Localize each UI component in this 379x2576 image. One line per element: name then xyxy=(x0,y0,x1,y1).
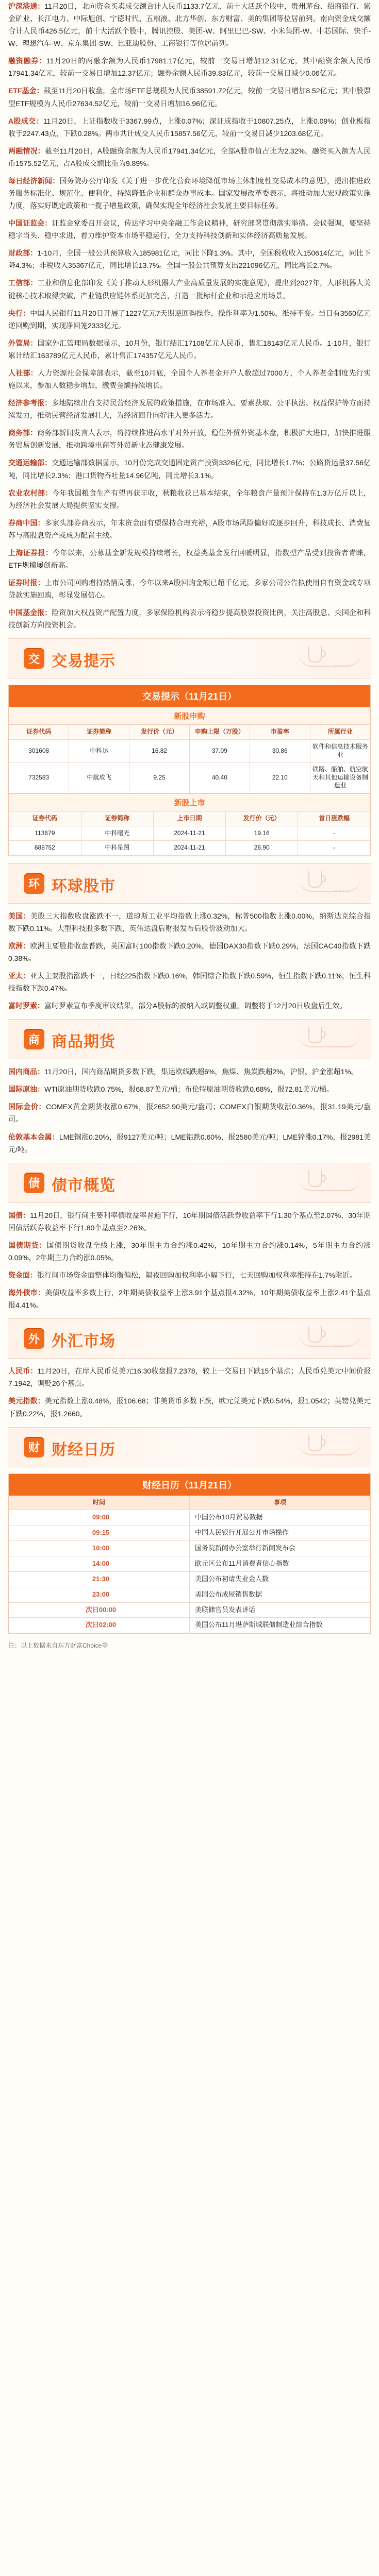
paragraph-text: 11月20日，上证指数收于3367.99点，上涨0.07%；深证成指收于10807.25点，上涨0.09%；创业板指收于2247.43点，下跌0.28%。两市共计成交人民币15857.56亿元，较前一交易日减少1203.68亿元。 xyxy=(8,116,371,138)
paragraph-label: 沪深港通： xyxy=(8,2,45,10)
paragraph-label: 富时罗素： xyxy=(8,1002,44,1010)
table-row xyxy=(9,1510,370,1526)
table-cell: 22.10 xyxy=(250,762,310,793)
data-table xyxy=(9,725,370,793)
new-shares-caption: 新股申购 xyxy=(9,707,370,725)
table-cell: 688752 xyxy=(9,841,81,856)
paragraph xyxy=(8,606,371,631)
table-cell: 次日02:00 xyxy=(9,1618,190,1633)
table-row xyxy=(9,1526,370,1541)
table-cell: 26.90 xyxy=(226,841,298,856)
paragraph xyxy=(8,1286,371,1311)
table-row xyxy=(9,1540,370,1556)
trade-table-caption: 交易提示（11月21日） xyxy=(9,685,370,707)
paragraph-text: 美股三大指数收盘涨跌不一，道琼斯工业平均指数上涨0.32%，标普500指数上涨0.00%，纳斯达克综合指数下跌0.11%。大型科技股多数下跌，英伟达盘后财报发布后股价波动加大。 xyxy=(8,911,371,933)
table-row xyxy=(9,1571,370,1587)
paragraph xyxy=(8,217,371,242)
paragraph-text: 国务院办公厅印发《关于进一步优化营商环境降低市场主体制度性交易成本的意见》，提出推进政务服务标准化、规范化、便利化，持续降低企业和群众办事成本。国家发展改革委表示，将推动加大宏观政策实施力度，落实好既定政策和一揽子增量政策，确保实现全年经济社会发展主要目标任务。 xyxy=(8,176,371,210)
paragraph-label: 两融情况： xyxy=(8,146,45,155)
table-cell: 国务院新闻办公室举行新闻发布会 xyxy=(190,1540,371,1556)
data-table xyxy=(9,1496,370,1634)
table-cell: 23:00 xyxy=(9,1587,190,1602)
table-row xyxy=(9,1602,370,1618)
paragraph-text: 多地陆续出台支持民营经济发展的政策措施，在市场准入、要素获取、公平执法、权益保护等方面持续发力，推动民营经济发展壮大，为经济回升向好注入更多活力。 xyxy=(8,399,371,420)
section-icon: 交 xyxy=(24,648,44,669)
paragraph xyxy=(8,1100,371,1125)
paragraph-text: WTI原油期货收跌0.75%，报68.87美元/桶；布伦特原油期货收跌0.68%，报72.81美元/桶。 xyxy=(44,1085,334,1094)
paragraph-text: 截至11月20日收盘，全市场ETF总规模为人民币38591.72亿元，较前一交易日增加8.52亿元；其中股票型ETF规模为人民币27634.52亿元，较前一交易日增加16.96亿元。 xyxy=(8,87,371,108)
table-header-cell: 申购上限（万股） xyxy=(189,725,250,739)
table-cell: 2024-11-21 xyxy=(153,826,225,841)
paragraph-label: 美国： xyxy=(8,911,30,920)
paragraph-text: 国家外汇管理局数据显示，10月份，银行结汇17108亿元人民币，售汇18143亿元人民币。1-10月，银行累计结汇163789亿元人民币，累计售汇174357亿元人民币。 xyxy=(8,338,371,360)
table-cell: - xyxy=(298,826,370,841)
table-cell: 301608 xyxy=(9,739,69,762)
table-cell: 30.86 xyxy=(250,739,310,762)
paragraph-text: 富时罗素宣布季度审议结果，部分A股标的被纳入或调整权重，调整将于12月20日收盘后生效。 xyxy=(44,1002,347,1010)
paragraph-text: 今年以来，公募基金新发规模持续增长，权益类基金发行回暖明显，指数型产品受到投资者青睐，ETF规模屡创新高。 xyxy=(8,548,371,569)
futures-section xyxy=(8,1019,371,1155)
section-header xyxy=(8,863,371,904)
calendar-table-wrap xyxy=(8,1473,371,1634)
paragraph-text: 美债收益率多数上行，2年期美债收益率上涨3.91个基点报4.32%，10年期美债收益率上涨2.41个基点报4.41%。 xyxy=(8,1289,371,1310)
global-section xyxy=(8,863,371,1012)
section-title: 环球股市 xyxy=(52,877,116,895)
paragraph-label: 央行： xyxy=(8,309,30,317)
dots-decoration: •••• xyxy=(334,1186,350,1194)
paragraph-label: 欧洲： xyxy=(8,941,30,950)
table-row xyxy=(9,826,370,841)
calendar-section xyxy=(8,1427,371,1634)
paragraph xyxy=(8,970,371,994)
section-icon: 外 xyxy=(24,1328,44,1349)
paragraph-text: 商务部新闻发言人表示，将持续推进高水平对外开放，稳住外贸外资基本盘，积极扩大进口，加快推进服务贸易创新发展，推动跨境电商等外贸新业态健康发展。 xyxy=(8,429,371,450)
paragraph xyxy=(8,1269,371,1281)
swash-decoration xyxy=(299,653,360,667)
table-cell: 中科曙光 xyxy=(81,826,153,841)
paragraph-label: 外管局： xyxy=(8,338,38,347)
paragraph xyxy=(8,367,371,392)
paragraph-text: 11月20日，北向资金买卖成交额合计人民币1133.7亿元，前十大活跃个股中，贵州茅台、招商银行、紫金矿业、长江电力、中际旭创、宁德时代、五粮液、北方华创、东方财富、美的集团等位居前列。南向资金成交额合计人民币426.5亿元，前十大活跃个股中，腾讯控股、美团-W、阿里巴巴-SW、小米集团-W、中芯国际、快手-W、理想汽车-W、京东集团-SW、比亚迪股份、工商银行等位居前列。 xyxy=(8,2,371,48)
paragraph xyxy=(8,487,371,512)
paragraph xyxy=(8,277,371,301)
paragraph xyxy=(8,517,371,541)
table-cell: 美国公布成屋销售数据 xyxy=(190,1587,371,1602)
paragraph-text: 11月20日，在岸人民币兑美元16:30收盘报7.2378，较上一交易日下跌15个基点；人民币兑美元中间价报7.1942，调贬26个基点。 xyxy=(8,1367,371,1388)
paragraph-label: 国际金价： xyxy=(8,1103,46,1111)
section-icon: 商 xyxy=(24,1029,44,1049)
paragraph-label: A股成交： xyxy=(8,116,43,125)
fx-section xyxy=(8,1318,371,1419)
section-header xyxy=(8,1163,371,1203)
table-header-cell: 证券简称 xyxy=(81,811,153,826)
swash-decoration xyxy=(299,878,360,892)
section-header xyxy=(8,1318,371,1359)
table-cell: 中国公布10月贸易数据 xyxy=(190,1510,371,1526)
calendar-table-caption: 财经日历（11月21日） xyxy=(9,1474,370,1496)
table-cell: 美联储官员发表讲话 xyxy=(190,1602,371,1618)
paragraph-label: 海外债市： xyxy=(8,1289,45,1297)
table-cell: 美国公布初请失业金人数 xyxy=(190,1571,371,1587)
table-header-cell: 发行价（元） xyxy=(226,811,298,826)
paragraph-text: 欧洲主要股指收盘普跌，英国富时100指数下跌0.20%，德国DAX30指数下跌0.29%，法国CAC40指数下跌0.38%。 xyxy=(8,941,371,962)
table-cell: 19.16 xyxy=(226,826,298,841)
paragraph xyxy=(8,55,371,79)
table-cell: 09:00 xyxy=(9,1510,190,1526)
paragraph xyxy=(8,115,371,140)
paragraph xyxy=(8,1365,371,1389)
paragraph-label: 国债： xyxy=(8,1211,30,1219)
paragraph xyxy=(8,307,371,332)
trade-table-wrap xyxy=(8,685,371,856)
swash-decoration xyxy=(299,1333,360,1347)
bonds-section xyxy=(8,1163,371,1312)
paragraph-label: 人社部： xyxy=(8,368,38,377)
paragraph-label: 伦敦基本金属： xyxy=(8,1132,59,1141)
table-header-cell: 所属行业 xyxy=(310,725,370,739)
paragraph-text: 多家头部券商表示，年末资金面有望保持合理充裕，A股市场风险偏好或逐步回升，科技成长、消费复苏与高股息资产或成为配置主线。 xyxy=(8,518,371,539)
paragraph xyxy=(8,1239,371,1264)
paragraph xyxy=(8,1209,371,1234)
table-cell: 10:00 xyxy=(9,1540,190,1556)
table-cell: 732583 xyxy=(9,762,69,793)
table-header-cell: 上市日期 xyxy=(153,811,225,826)
paragraph xyxy=(8,1083,371,1095)
paragraph-label: 融资融券： xyxy=(8,57,46,65)
table-row xyxy=(9,1618,370,1633)
paragraph-text: 证监会党委召开会议，传达学习中央金融工作会议精神，研究部署贯彻落实举措。会议强调，要坚持稳字当头、稳中求进，着力维护资本市场平稳运行，全力支持科技创新和实体经济高质量发展。 xyxy=(8,219,371,240)
swash-decoration xyxy=(299,1034,360,1047)
paragraph-text: 交通运输部数据显示，10月份完成交通固定资产投资3326亿元，同比增长1.7%；公路货运量37.56亿吨，同比增长2.3%；港口货物吞吐量14.96亿吨，同比增长3.1%。 xyxy=(8,459,371,480)
paragraph-text: 1-10月，全国一般公共预算收入185981亿元，同比下降1.3%。其中，全国税收收入150614亿元，同比下降4.3%；非税收入35367亿元，同比增长13.7%。全国一般公共预算支出221096亿元，同比增长2.7%。 xyxy=(8,249,371,270)
paragraph-label: 财政部： xyxy=(8,249,38,258)
table-row xyxy=(9,1556,370,1571)
table-row xyxy=(9,739,370,762)
paragraph-label: 商务部： xyxy=(8,429,38,437)
paragraph-label: 国际原油： xyxy=(8,1085,44,1094)
table-cell: 中科达 xyxy=(69,739,129,762)
paragraph-text: 11月20日，银行间主要利率债收益率普遍下行，10年期国债活跃券收益率下行1.30个基点至2.07%，30年期国债活跃券收益率下行1.80个基点至2.26%。 xyxy=(8,1211,371,1232)
paragraph-text: 美元指数上涨0.48%，报106.68；非美货币多数下跌，欧元兑美元下跌0.54%，报1.0542；英镑兑美元下跌0.22%，报1.2660。 xyxy=(8,1397,371,1418)
table-cell: 9.25 xyxy=(129,762,190,793)
dots-decoration: •••• xyxy=(334,1342,350,1350)
paragraph-label: 工信部： xyxy=(8,279,38,287)
paragraph xyxy=(8,145,371,170)
paragraph xyxy=(8,84,371,109)
paragraph-text: 今年我国粮食生产有望再获丰收，秋粮收获已基本结束，全年粮食产量预计保持在1.3万亿斤以上，为经济社会发展大局提供坚实支撑。 xyxy=(8,488,371,510)
table-cell: - xyxy=(298,841,370,856)
table-cell: 美国公布11月堪萨斯城联储制造业综合指数 xyxy=(190,1618,371,1633)
paragraph-label: 人民币： xyxy=(8,1367,38,1376)
section-icon: 债 xyxy=(24,1173,44,1193)
swash-decoration xyxy=(299,1442,360,1455)
paragraph xyxy=(8,1065,371,1078)
paragraph xyxy=(8,577,371,601)
paragraph xyxy=(8,940,371,964)
dots-decoration: •••• xyxy=(334,1450,350,1459)
paragraph-label: 每日经济新闻： xyxy=(8,176,60,185)
table-header-cell: 发行价（元） xyxy=(129,725,190,739)
section-title: 交易提示 xyxy=(52,653,116,670)
section-icon: 环 xyxy=(24,873,44,894)
table-cell: 09:15 xyxy=(9,1526,190,1541)
section-title: 财经日历 xyxy=(52,1441,116,1459)
table-cell: 中航成飞 xyxy=(69,762,129,793)
paragraph-label: 资金面： xyxy=(8,1271,37,1280)
paragraph-text: 亚太主要股指涨跌不一，日经225指数下跌0.16%，韩国综合指数下跌0.59%，恒生指数下跌0.11%，恒生科技指数下跌0.47%。 xyxy=(8,972,371,993)
paragraph xyxy=(8,999,371,1012)
content-block xyxy=(8,0,371,631)
paragraph-text: 11月20日，国内商品期货多数下跌，集运欧线跌超6%，焦煤、焦炭跌超2%，沪银、沪金涨超1%。 xyxy=(44,1067,358,1076)
section-title: 外汇市场 xyxy=(52,1333,116,1350)
paragraph-text: 工业和信息化部印发《关于推动人形机器人产业高质量发展的实施意见》，提出到2027年，人形机器人关键核心技术取得突破，产业链供应链体系更加完善，打造一批标杆企业和示范应用场景。 xyxy=(8,279,371,300)
paragraph xyxy=(8,456,371,481)
paragraph xyxy=(8,337,371,362)
paragraph-label: 上海证券报： xyxy=(8,548,53,557)
table-row xyxy=(9,1587,370,1602)
section-header xyxy=(8,638,371,679)
section-title: 债市概览 xyxy=(52,1177,116,1194)
table-cell: 欧元区公布11月消费者信心指数 xyxy=(190,1556,371,1571)
trade-section xyxy=(8,638,371,856)
table-cell: 中科星图 xyxy=(81,841,153,856)
paragraph xyxy=(8,1395,371,1419)
footer-source: 注：以上数据来自东方财富Choice等 xyxy=(8,1642,108,1650)
dots-decoration: •••• xyxy=(334,1043,350,1051)
paragraph-text: COMEX黄金期货收涨0.67%，报2652.90美元/盎司；COMEX白银期货收涨0.36%，报31.19美元/盎司。 xyxy=(8,1103,371,1124)
paragraph-label: 农业农村部： xyxy=(8,488,53,497)
table-header-cell: 首日涨跌幅 xyxy=(298,811,370,826)
paragraph xyxy=(8,247,371,272)
paragraph xyxy=(8,397,371,421)
paragraph-text: 11月20日的两融余额为人民币17981.17亿元，较前一交易日增加12.31亿元，其中融资余额人民币17941.34亿元，较前一交易日增加12.37亿元；融券余额人民币39.83亿元，较前一交易日减少0.06亿元。 xyxy=(8,57,371,78)
section-icon: 财 xyxy=(24,1437,44,1458)
table-cell: 113679 xyxy=(9,826,81,841)
section-title: 商品期货 xyxy=(52,1033,116,1051)
table-cell: 铁路、船舶、航空航天和其他运输设备制造业 xyxy=(310,762,370,793)
table-cell: 37.09 xyxy=(189,739,250,762)
section-header xyxy=(8,1427,371,1467)
paragraph-label: ETF基金： xyxy=(8,87,44,95)
paragraph-text: 银行间市场资金面整体均衡偏松，隔夜回购加权利率小幅下行，七天回购加权利率维持在1.7%附近。 xyxy=(37,1271,357,1280)
table-header-cell: 事项 xyxy=(190,1496,371,1510)
table-cell: 次日00:00 xyxy=(9,1602,190,1618)
table-header-cell: 证券代码 xyxy=(9,725,69,739)
paragraph xyxy=(8,910,371,935)
section-header xyxy=(8,1019,371,1059)
paragraph-label: 券商中国： xyxy=(8,518,45,527)
paragraph-label: 经济参考报： xyxy=(8,399,52,408)
data-table xyxy=(9,811,370,856)
paragraph-label: 中国证监会： xyxy=(8,219,52,228)
paragraph-text: 截至11月20日，A股融资余额为人民币17941.34亿元，全部A股市值占比为2.32%，融资买入额为人民币1575.52亿元，占A股成交额比重为9.89%。 xyxy=(8,146,371,167)
paragraph xyxy=(8,1131,371,1156)
paragraph-text: 中国人民银行11月20日开展了1227亿元7天期逆回购操作，操作利率为1.50%，维持不变。当日有3560亿元逆回购到期，实现净回笼2333亿元。 xyxy=(8,309,371,330)
dots-decoration: •••• xyxy=(334,887,350,895)
table-header-cell: 证券简称 xyxy=(69,725,129,739)
table-cell: 2024-11-21 xyxy=(153,841,225,856)
paragraph xyxy=(8,175,371,212)
table-row xyxy=(9,762,370,793)
listing-caption: 新股上市 xyxy=(9,793,370,811)
table-cell: 14:00 xyxy=(9,1556,190,1571)
paragraph-label: 证券时报： xyxy=(8,579,45,587)
table-header-cell: 证券代码 xyxy=(9,811,81,826)
table-cell: 软件和信息技术服务业 xyxy=(310,739,370,762)
paragraph-label: 美元指数： xyxy=(8,1397,45,1405)
swash-decoration xyxy=(299,1178,360,1191)
table-header-cell: 市盈率 xyxy=(250,725,310,739)
table-cell: 16.82 xyxy=(129,739,190,762)
paragraph-text: LME铜涨0.20%，报9127美元/吨；LME铝跌0.60%，报2580美元/吨；LME锌涨0.17%，报2981美元/吨。 xyxy=(8,1132,371,1154)
paragraph xyxy=(8,0,371,49)
paragraph-label: 交通运输部： xyxy=(8,459,52,467)
paragraph-text: 上市公司回购增持热情高涨，今年以来A股回购金额已超千亿元，多家公司公告拟使用自有资金或专项贷款实施回购，彰显发展信心。 xyxy=(8,579,371,600)
paragraph-text: 人力资源社会保障部表示，截至10月底，全国个人养老金开户人数超过7000万，个人养老金制度先行实施以来，参加人数稳步增加，缴费金额持续增长。 xyxy=(8,368,371,390)
paragraph-label: 国债期货： xyxy=(8,1241,47,1249)
paragraph-text: 国债期货收盘全线上涨，30年期主力合约涨0.42%，10年期主力合约涨0.14%，5年期主力合约涨0.09%，2年期主力合约涨0.05%。 xyxy=(8,1241,371,1262)
dots-decoration: •••• xyxy=(334,662,350,670)
paragraph-label: 中国基金报： xyxy=(8,608,52,617)
paragraph-text: 险资加大权益资产配置力度，多家保险机构表示将稳步提高股票投资比例，关注高股息、央国企和科技创新方向投资机会。 xyxy=(8,608,371,630)
table-cell: 中国人民银行开展公开市场操作 xyxy=(190,1526,371,1541)
table-header-cell: 时间 xyxy=(9,1496,190,1510)
table-cell: 40.40 xyxy=(189,762,250,793)
paragraph-label: 亚太： xyxy=(8,972,30,980)
paragraph xyxy=(8,547,371,571)
table-row xyxy=(9,841,370,856)
paragraph xyxy=(8,427,371,451)
paragraph-label: 国内商品： xyxy=(8,1067,44,1076)
table-cell: 21:30 xyxy=(9,1571,190,1587)
